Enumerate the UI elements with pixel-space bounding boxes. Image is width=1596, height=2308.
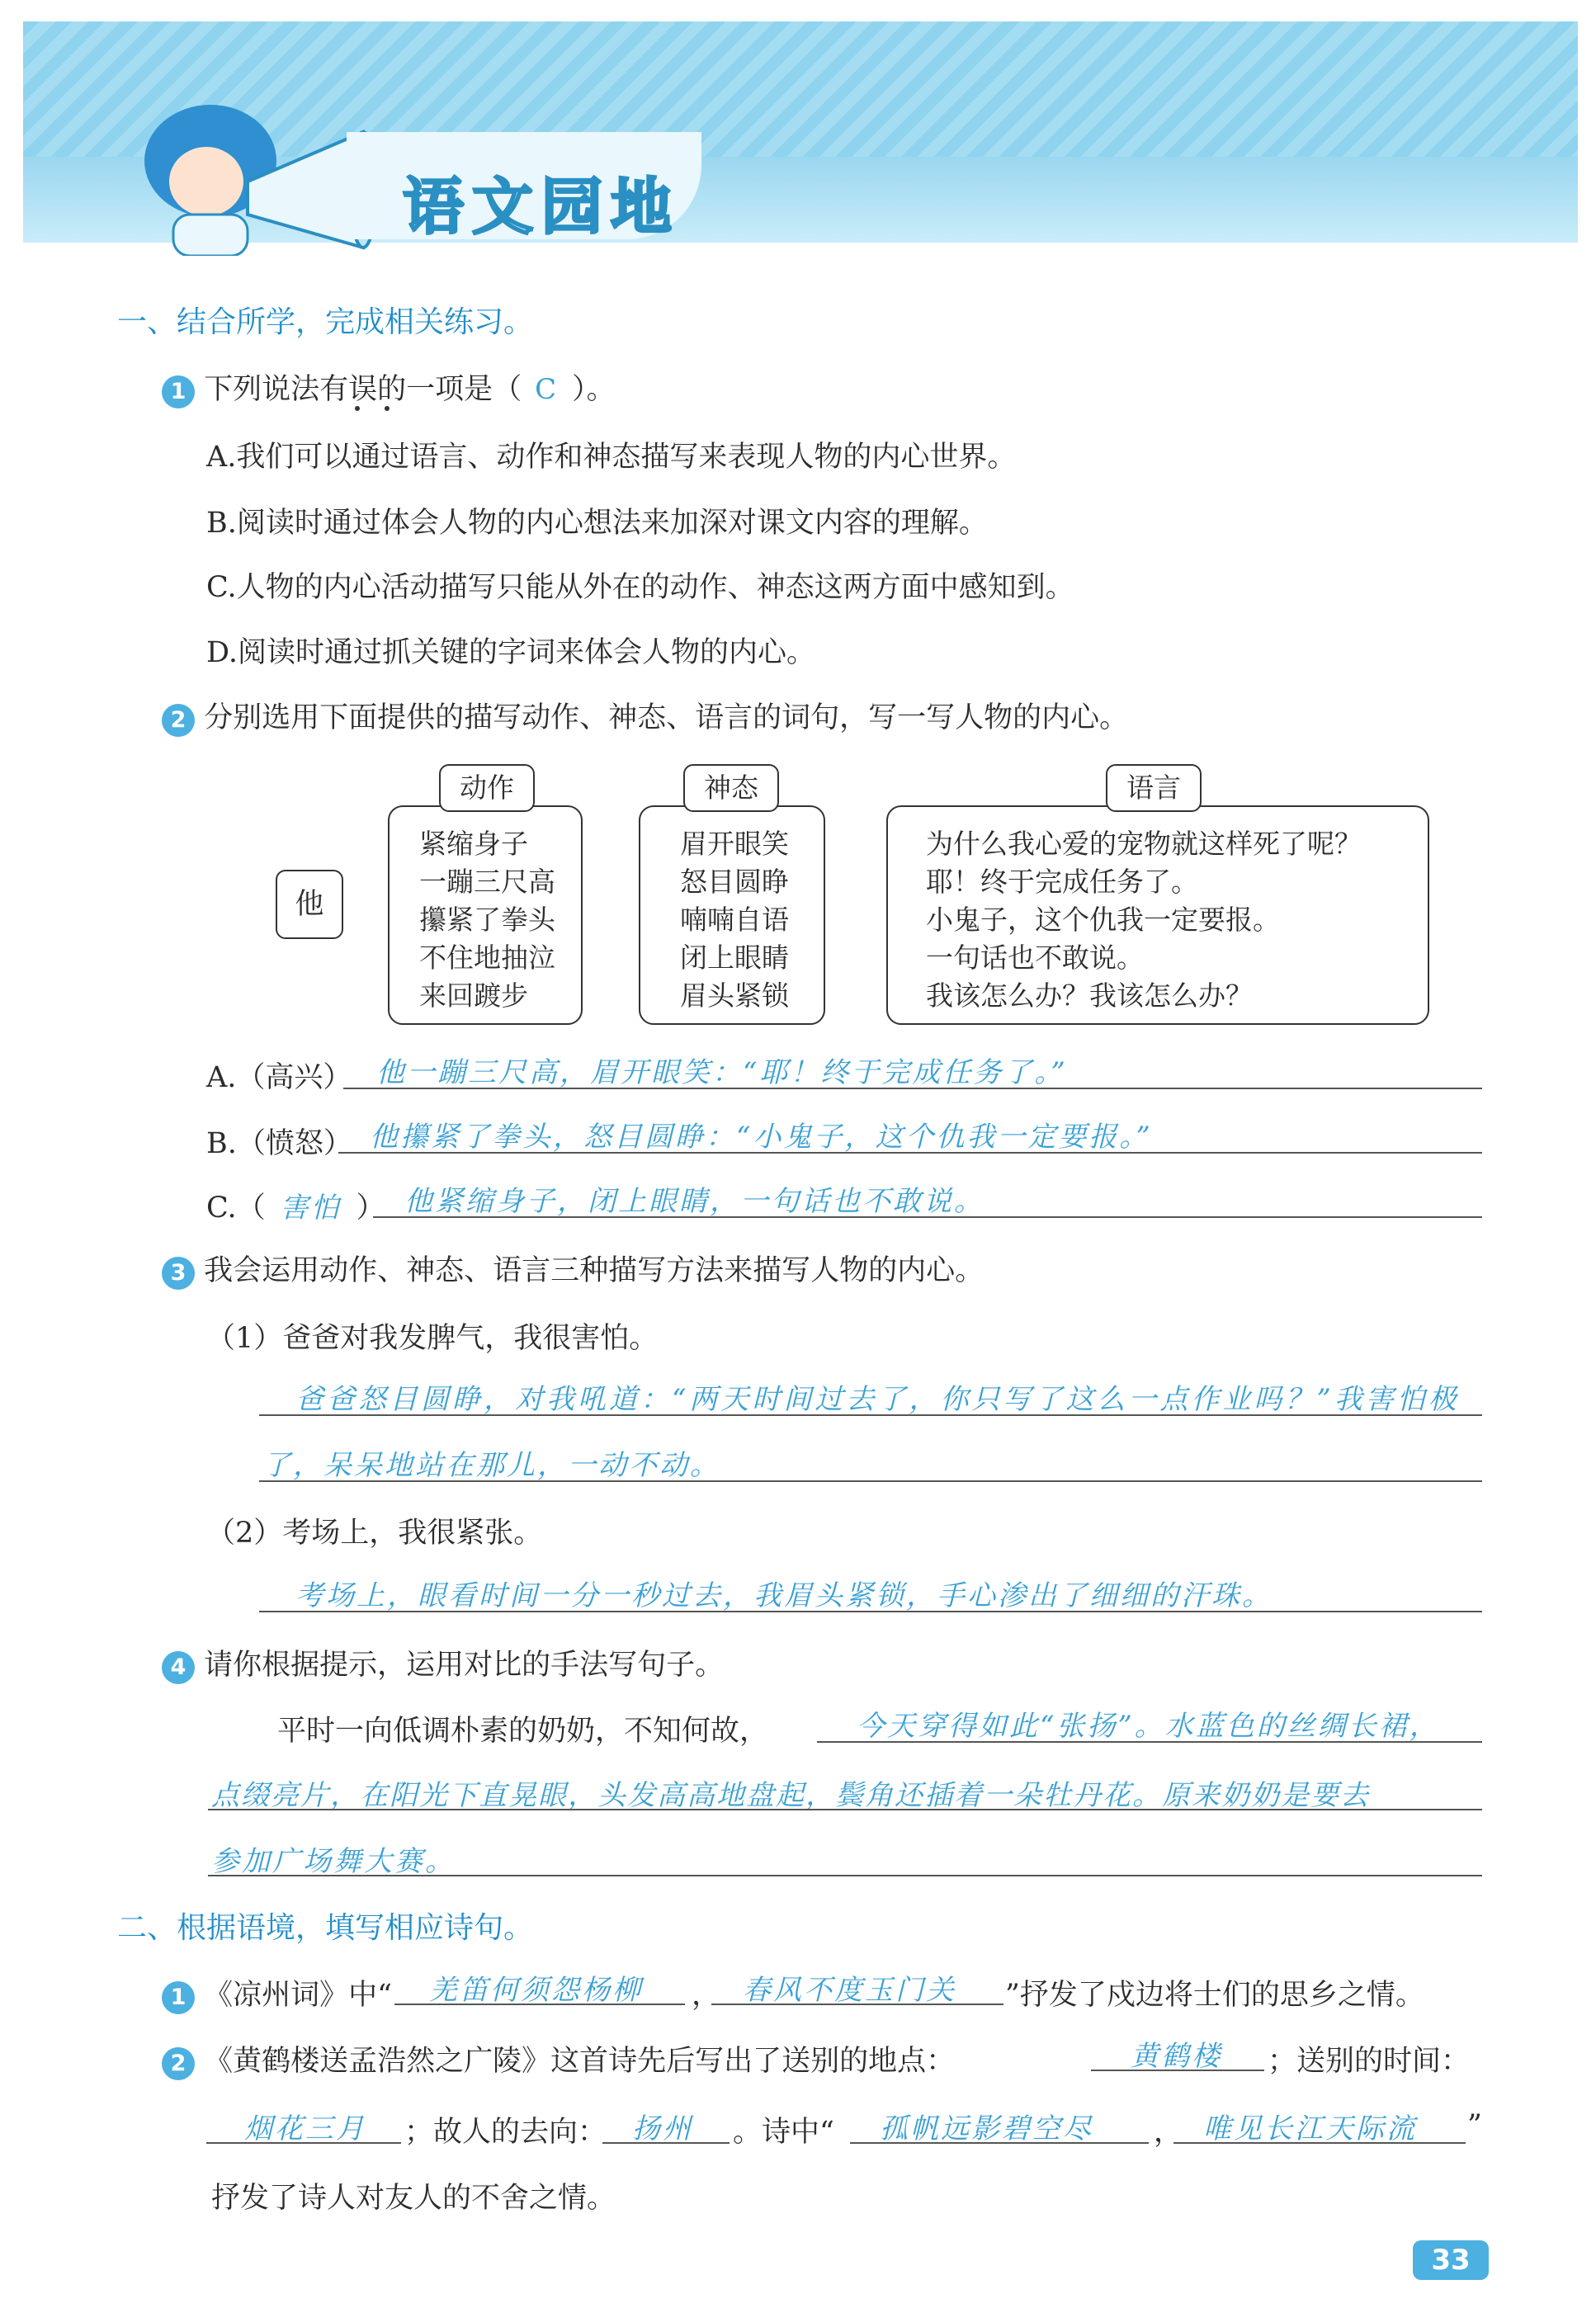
- emphasis-dot: [385, 406, 390, 411]
- q2-b-label: B.（愤怒）: [206, 1127, 352, 1160]
- q3-number: 3: [162, 1257, 195, 1290]
- q2-a-answer: 他一蹦三尺高，眉开眼笑：“耶！终于完成任务了。”: [376, 1056, 1068, 1089]
- action-box: [388, 805, 583, 1025]
- answer-line: [711, 2004, 1003, 2005]
- speech-item: 为什么我心爱的宠物就这样死了呢？: [926, 828, 1362, 860]
- q3-p1-answer-1: 爸爸怒目圆睁，对我吼道：“两天时间过去了，你只写了这么一点作业吗？”我害怕极: [295, 1383, 1460, 1416]
- q1-option-c: C.人物的内心活动描写只能从外在的动作、神态这两方面中感知到。: [206, 571, 1074, 604]
- speech-item: 小鬼子，这个仇我一定要报。: [926, 904, 1280, 936]
- answer-line: [208, 1809, 1482, 1810]
- answer-line: [208, 1875, 1482, 1876]
- q3-p2: （2）考场上，我很紧张。: [206, 1517, 543, 1550]
- s2-q2-quote-end: ”: [1467, 2109, 1482, 2142]
- action-item: 不住地抽泣: [419, 942, 555, 974]
- answer-line: [850, 2142, 1149, 2144]
- q1-prompt: 下列说法有误的一项是（: [204, 373, 522, 406]
- expression-item: 闭上眼睛: [680, 942, 789, 974]
- q4-answer-2: 点缀亮片，在阳光下直晃眼，头发高高地盘起，鬓角还插着一朵牡丹花。原来奶奶是要去: [211, 1779, 1370, 1812]
- q2-b-answer: 他攥紧了拳头，怒目圆睁：“小鬼子，这个仇我一定要报。”: [370, 1121, 1153, 1154]
- speech-item: 我该怎么办？我该怎么办？: [926, 979, 1253, 1012]
- s2-q2-dest: 扬州: [632, 2112, 693, 2145]
- q4-answer-1: 今天穿得如此“张扬”。水蓝色的丝绸长裙，: [857, 1710, 1440, 1743]
- emphasis-dot: [355, 406, 360, 411]
- s2-q1-comma: ，: [692, 1979, 721, 2012]
- s2-q2-text4: 。诗中“: [733, 2116, 834, 2149]
- s2-q2-comma: ，: [1154, 2116, 1183, 2149]
- expression-item: 喃喃自语: [680, 904, 789, 936]
- s2-q2-place: 黄鹤楼: [1131, 2040, 1222, 2073]
- q3: [162, 1248, 984, 1290]
- section1-heading: 一、结合所学，完成相关练习。: [117, 305, 534, 339]
- s2-q1-text: 《凉州词》中“: [204, 1979, 393, 2012]
- q4-answer-3: 参加广场舞大赛。: [211, 1845, 456, 1878]
- q4-number: 4: [162, 1651, 195, 1684]
- s2-q2-time: 烟花三月: [244, 2112, 366, 2145]
- answer-line: [1173, 2142, 1466, 2144]
- speech-item: 一句话也不敢说。: [926, 942, 1144, 974]
- q1-number: 1: [162, 375, 195, 408]
- speech-box: [886, 805, 1429, 1025]
- expression-item: 眉开眼笑: [680, 828, 789, 860]
- q1-option-b: B.阅读时通过体会人物的内心想法来加深对课文内容的理解。: [206, 507, 988, 540]
- action-label: 动作: [439, 764, 535, 812]
- s2-q2-number: 2: [162, 2047, 195, 2080]
- answer-line: [394, 2004, 685, 2005]
- answer-line: [206, 2142, 401, 2144]
- q1-prompt-end: ）。: [572, 373, 616, 406]
- page-title: 语文园地: [403, 172, 680, 243]
- q2-number: 2: [162, 704, 195, 737]
- q2: [162, 695, 1128, 737]
- expression-label: 神态: [683, 764, 779, 812]
- s2-q2-text5: 抒发了诗人对友人的不舍之情。: [211, 2182, 616, 2215]
- s2-q1-blank1: 羌笛何须怨杨柳: [429, 1974, 643, 2007]
- q3-p1-answer-2: 了，呆呆地站在那儿，一动不动。: [262, 1449, 720, 1482]
- s2-q2: [162, 2038, 955, 2080]
- q1-option-a: A.我们可以通过语言、动作和神态描写来表现人物的内心世界。: [206, 441, 1017, 474]
- q2-c-close: ）: [356, 1192, 385, 1225]
- s2-q1-text-end: ”抒发了戍边将士们的思乡之情。: [1005, 1979, 1424, 2012]
- s2-q2-line1: 孤帆远影碧空尽: [880, 2112, 1093, 2145]
- expression-item: 怒目圆睁: [680, 866, 789, 898]
- answer-line: [1091, 2070, 1264, 2071]
- q3-p2-answer: 考场上，眼看时间一分一秒过去，我眉头紧锁，手心渗出了细细的汗珠。: [295, 1579, 1273, 1612]
- q4-prompt: 请你根据提示，运用对比的手法写句子。: [204, 1649, 725, 1682]
- action-item: 一蹦三尺高: [419, 866, 555, 898]
- q2-c-open: C.（: [206, 1192, 266, 1225]
- s2-q2-text3: ；故人的去向：: [404, 2116, 607, 2149]
- q3-prompt: 我会运用动作、神态、语言三种描写方法来描写人物的内心。: [204, 1254, 985, 1287]
- subject-box: 他: [276, 870, 343, 939]
- q2-c-emotion: 害怕: [280, 1192, 342, 1225]
- action-item: 攥紧了拳头: [419, 904, 555, 936]
- q1-option-d: D.阅读时通过抓关键的字词来体会人物的内心。: [206, 636, 815, 669]
- answer-line: [259, 1611, 1482, 1612]
- answer-line: [602, 2142, 730, 2144]
- q1-answer: C: [535, 373, 560, 406]
- q2-a-label: A.（高兴）: [206, 1061, 352, 1094]
- q1: [162, 366, 616, 408]
- s2-q1-number: 1: [162, 1981, 195, 2014]
- s2-q2-text2: ；送别的时间：: [1268, 2045, 1471, 2078]
- s2-q1: [162, 1972, 392, 2014]
- expression-box: [639, 805, 825, 1025]
- action-item: 来回踱步: [419, 979, 528, 1012]
- q2-c-label: [206, 1185, 385, 1226]
- s2-q2-line2: 唯见长江天际流: [1203, 2112, 1417, 2145]
- action-item: 紧缩身子: [419, 828, 528, 860]
- answer-line: [259, 1414, 1482, 1416]
- page-number: 33: [1413, 2240, 1489, 2280]
- s2-q2-text: 《黄鹤楼送孟浩然之广陵》这首诗先后写出了送别的地点：: [204, 2045, 956, 2078]
- section2-heading: 二、根据语境，填写相应诗句。: [117, 1911, 534, 1945]
- q4-lead: 平时一向低调朴素的奶奶，不知何故，: [277, 1715, 769, 1748]
- q2-c-answer: 他紧缩身子，闭上眼睛，一句话也不敢说。: [404, 1185, 985, 1218]
- speech-item: 耶！终于完成任务了。: [926, 866, 1198, 898]
- answer-line: [259, 1480, 1482, 1482]
- q2-prompt: 分别选用下面提供的描写动作、神态、语言的词句，写一写人物的内心。: [204, 701, 1129, 734]
- q3-p1: （1）爸爸对我发脾气，我很害怕。: [206, 1322, 659, 1355]
- q4: [162, 1642, 724, 1684]
- s2-q1-blank2: 春风不度玉门关: [743, 1974, 956, 2007]
- expression-item: 眉头紧锁: [680, 979, 789, 1012]
- speech-label: 语言: [1106, 764, 1202, 812]
